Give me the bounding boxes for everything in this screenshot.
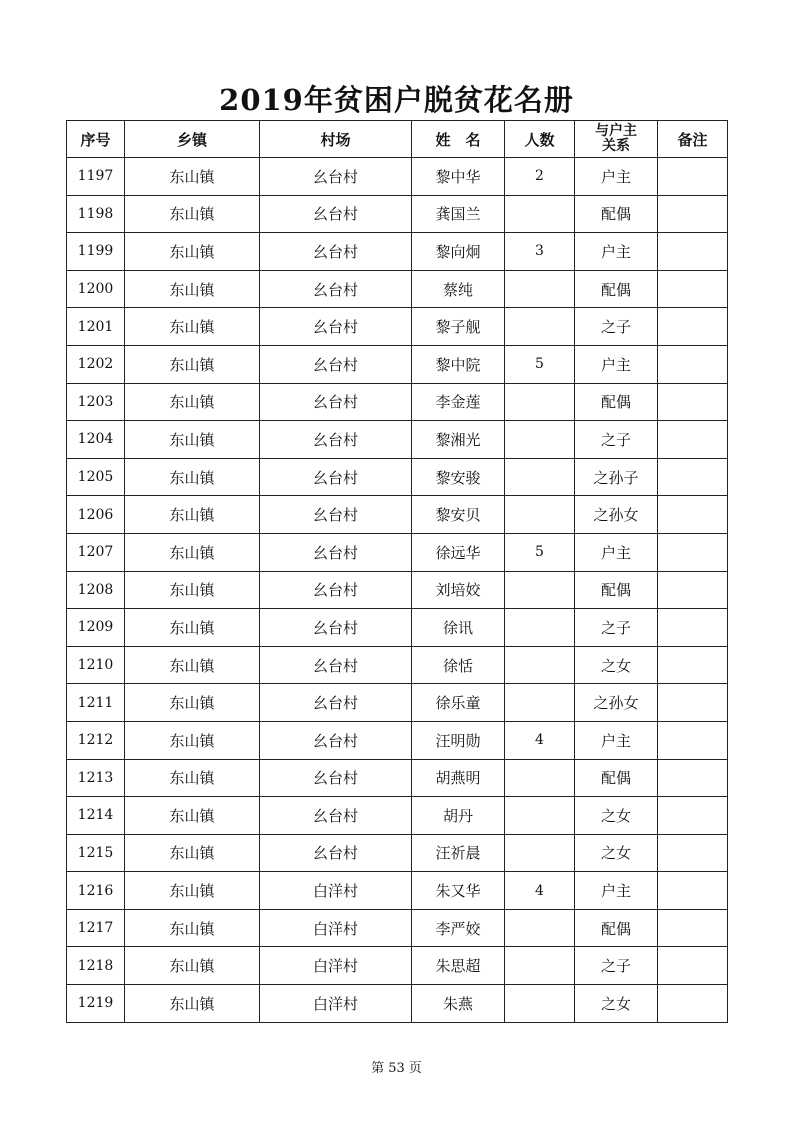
cell-village: 幺台村 [260,158,412,196]
cell-township: 东山镇 [125,270,260,308]
cell-relation: 之女 [575,834,658,872]
cell-village: 幺台村 [260,270,412,308]
cell-count [505,759,575,797]
cell-remark [658,797,728,835]
cell-township: 东山镇 [125,834,260,872]
cell-remark [658,571,728,609]
cell-count [505,195,575,233]
cell-relation: 之女 [575,646,658,684]
cell-township: 东山镇 [125,496,260,534]
cell-count [505,458,575,496]
cell-seq: 1209 [67,609,125,647]
cell-name: 胡燕明 [412,759,505,797]
cell-count [505,797,575,835]
cell-name: 李严姣 [412,909,505,947]
cell-village: 幺台村 [260,684,412,722]
cell-township: 东山镇 [125,383,260,421]
cell-township: 东山镇 [125,797,260,835]
cell-village: 幺台村 [260,834,412,872]
cell-name: 汪祈晨 [412,834,505,872]
cell-village: 幺台村 [260,721,412,759]
header-relation-line1: 与户主 [595,123,637,139]
cell-relation: 户主 [575,345,658,383]
cell-village: 幺台村 [260,195,412,233]
cell-seq: 1212 [67,721,125,759]
cell-township: 东山镇 [125,909,260,947]
cell-relation: 配偶 [575,383,658,421]
header-remark: 备注 [658,121,728,158]
cell-remark [658,947,728,985]
cell-remark [658,308,728,346]
cell-remark [658,684,728,722]
cell-name: 黎子舰 [412,308,505,346]
cell-remark [658,158,728,196]
cell-remark [658,609,728,647]
cell-township: 东山镇 [125,872,260,910]
cell-seq: 1210 [67,646,125,684]
header-seq: 序号 [67,121,125,158]
cell-village: 幺台村 [260,308,412,346]
cell-name: 李金莲 [412,383,505,421]
cell-count [505,947,575,985]
cell-remark [658,759,728,797]
cell-count [505,421,575,459]
cell-count [505,270,575,308]
cell-seq: 1208 [67,571,125,609]
cell-remark [658,533,728,571]
cell-seq: 1217 [67,909,125,947]
cell-village: 白洋村 [260,985,412,1023]
table-row [67,721,728,759]
cell-township: 东山镇 [125,684,260,722]
cell-village: 幺台村 [260,345,412,383]
table-row [67,158,728,196]
cell-seq: 1218 [67,947,125,985]
cell-name: 胡丹 [412,797,505,835]
cell-relation: 之孙女 [575,496,658,534]
cell-remark [658,721,728,759]
cell-remark [658,195,728,233]
cell-seq: 1213 [67,759,125,797]
cell-township: 东山镇 [125,195,260,233]
cell-count: 4 [505,721,575,759]
cell-seq: 1198 [67,195,125,233]
table-header-row [67,121,728,158]
cell-name: 黎中华 [412,158,505,196]
cell-seq: 1206 [67,496,125,534]
cell-name: 朱燕 [412,985,505,1023]
table-row [67,609,728,647]
cell-count: 3 [505,233,575,271]
cell-township: 东山镇 [125,345,260,383]
cell-remark [658,270,728,308]
cell-relation: 配偶 [575,571,658,609]
table-row [67,270,728,308]
cell-relation: 之女 [575,985,658,1023]
cell-remark [658,233,728,271]
table-row [67,834,728,872]
cell-township: 东山镇 [125,571,260,609]
cell-relation: 之孙女 [575,684,658,722]
cell-relation: 户主 [575,872,658,910]
cell-seq: 1200 [67,270,125,308]
cell-village: 幺台村 [260,759,412,797]
table-row [67,872,728,910]
table-row [67,797,728,835]
cell-count [505,308,575,346]
table-row [67,533,728,571]
cell-seq: 1197 [67,158,125,196]
cell-township: 东山镇 [125,421,260,459]
cell-remark [658,421,728,459]
header-count: 人数 [505,121,575,158]
cell-count [505,383,575,421]
cell-name: 刘培姣 [412,571,505,609]
cell-relation: 户主 [575,158,658,196]
cell-count [505,609,575,647]
page-number: 第 53 页 [371,1061,422,1076]
cell-count: 2 [505,158,575,196]
header-village: 村场 [260,121,412,158]
cell-seq: 1214 [67,797,125,835]
cell-seq: 1215 [67,834,125,872]
cell-name: 汪明勋 [412,721,505,759]
header-name: 姓 名 [412,121,505,158]
table-row [67,985,728,1023]
cell-remark [658,909,728,947]
cell-township: 东山镇 [125,609,260,647]
cell-township: 东山镇 [125,985,260,1023]
cell-relation: 配偶 [575,909,658,947]
cell-village: 幺台村 [260,496,412,534]
cell-remark [658,985,728,1023]
cell-count [505,496,575,534]
cell-name: 徐讯 [412,609,505,647]
header-relation-line2: 关系 [602,138,630,154]
header-relation [575,121,658,158]
cell-remark [658,496,728,534]
cell-count [505,985,575,1023]
cell-name: 徐乐童 [412,684,505,722]
cell-relation: 之子 [575,609,658,647]
cell-count [505,571,575,609]
cell-name: 黎安骏 [412,458,505,496]
cell-relation: 之孙子 [575,458,658,496]
cell-relation: 配偶 [575,759,658,797]
cell-remark [658,646,728,684]
cell-village: 幺台村 [260,571,412,609]
table-row [67,646,728,684]
cell-count [505,909,575,947]
cell-seq: 1207 [67,533,125,571]
cell-seq: 1201 [67,308,125,346]
cell-village: 幺台村 [260,797,412,835]
cell-count [505,834,575,872]
cell-township: 东山镇 [125,158,260,196]
cell-name: 黎湘光 [412,421,505,459]
cell-seq: 1204 [67,421,125,459]
table-body [67,158,728,1023]
table-row [67,233,728,271]
table-row [67,909,728,947]
cell-village: 幺台村 [260,233,412,271]
cell-name: 朱又华 [412,872,505,910]
table-row [67,458,728,496]
table-row [67,947,728,985]
cell-seq: 1216 [67,872,125,910]
cell-remark [658,834,728,872]
cell-count [505,646,575,684]
header-township: 乡镇 [125,121,260,158]
cell-township: 东山镇 [125,646,260,684]
cell-name: 朱思超 [412,947,505,985]
cell-relation: 之子 [575,308,658,346]
cell-village: 幺台村 [260,421,412,459]
cell-name: 黎中院 [412,345,505,383]
table-row [67,421,728,459]
table-row [67,571,728,609]
cell-village: 幺台村 [260,383,412,421]
cell-name: 蔡纯 [412,270,505,308]
table-row [67,345,728,383]
cell-relation: 户主 [575,533,658,571]
cell-seq: 1211 [67,684,125,722]
cell-township: 东山镇 [125,233,260,271]
table-row [67,684,728,722]
cell-relation: 之子 [575,421,658,459]
cell-seq: 1219 [67,985,125,1023]
cell-township: 东山镇 [125,533,260,571]
cell-township: 东山镇 [125,308,260,346]
cell-name: 徐恬 [412,646,505,684]
cell-village: 幺台村 [260,646,412,684]
cell-seq: 1202 [67,345,125,383]
cell-name: 徐远华 [412,533,505,571]
table-row [67,383,728,421]
cell-township: 东山镇 [125,759,260,797]
table-row [67,496,728,534]
cell-relation: 配偶 [575,270,658,308]
cell-village: 幺台村 [260,533,412,571]
cell-township: 东山镇 [125,947,260,985]
cell-relation: 之子 [575,947,658,985]
cell-remark [658,872,728,910]
cell-remark [658,345,728,383]
cell-remark [658,458,728,496]
table-row [67,195,728,233]
page-title: 2019年贫困户脱贫花名册 [219,83,574,117]
poverty-roster-table [66,120,728,1023]
cell-count: 5 [505,345,575,383]
cell-seq: 1199 [67,233,125,271]
cell-village: 白洋村 [260,909,412,947]
cell-count: 5 [505,533,575,571]
cell-relation: 配偶 [575,195,658,233]
cell-seq: 1205 [67,458,125,496]
cell-remark [658,383,728,421]
cell-count [505,684,575,722]
table-row [67,308,728,346]
cell-relation: 户主 [575,721,658,759]
cell-count: 4 [505,872,575,910]
cell-name: 龚国兰 [412,195,505,233]
cell-village: 幺台村 [260,458,412,496]
cell-township: 东山镇 [125,458,260,496]
cell-village: 白洋村 [260,872,412,910]
table-row [67,759,728,797]
cell-relation: 之女 [575,797,658,835]
cell-village: 幺台村 [260,609,412,647]
cell-name: 黎安贝 [412,496,505,534]
cell-name: 黎向炯 [412,233,505,271]
cell-township: 东山镇 [125,721,260,759]
cell-village: 白洋村 [260,947,412,985]
cell-seq: 1203 [67,383,125,421]
cell-relation: 户主 [575,233,658,271]
